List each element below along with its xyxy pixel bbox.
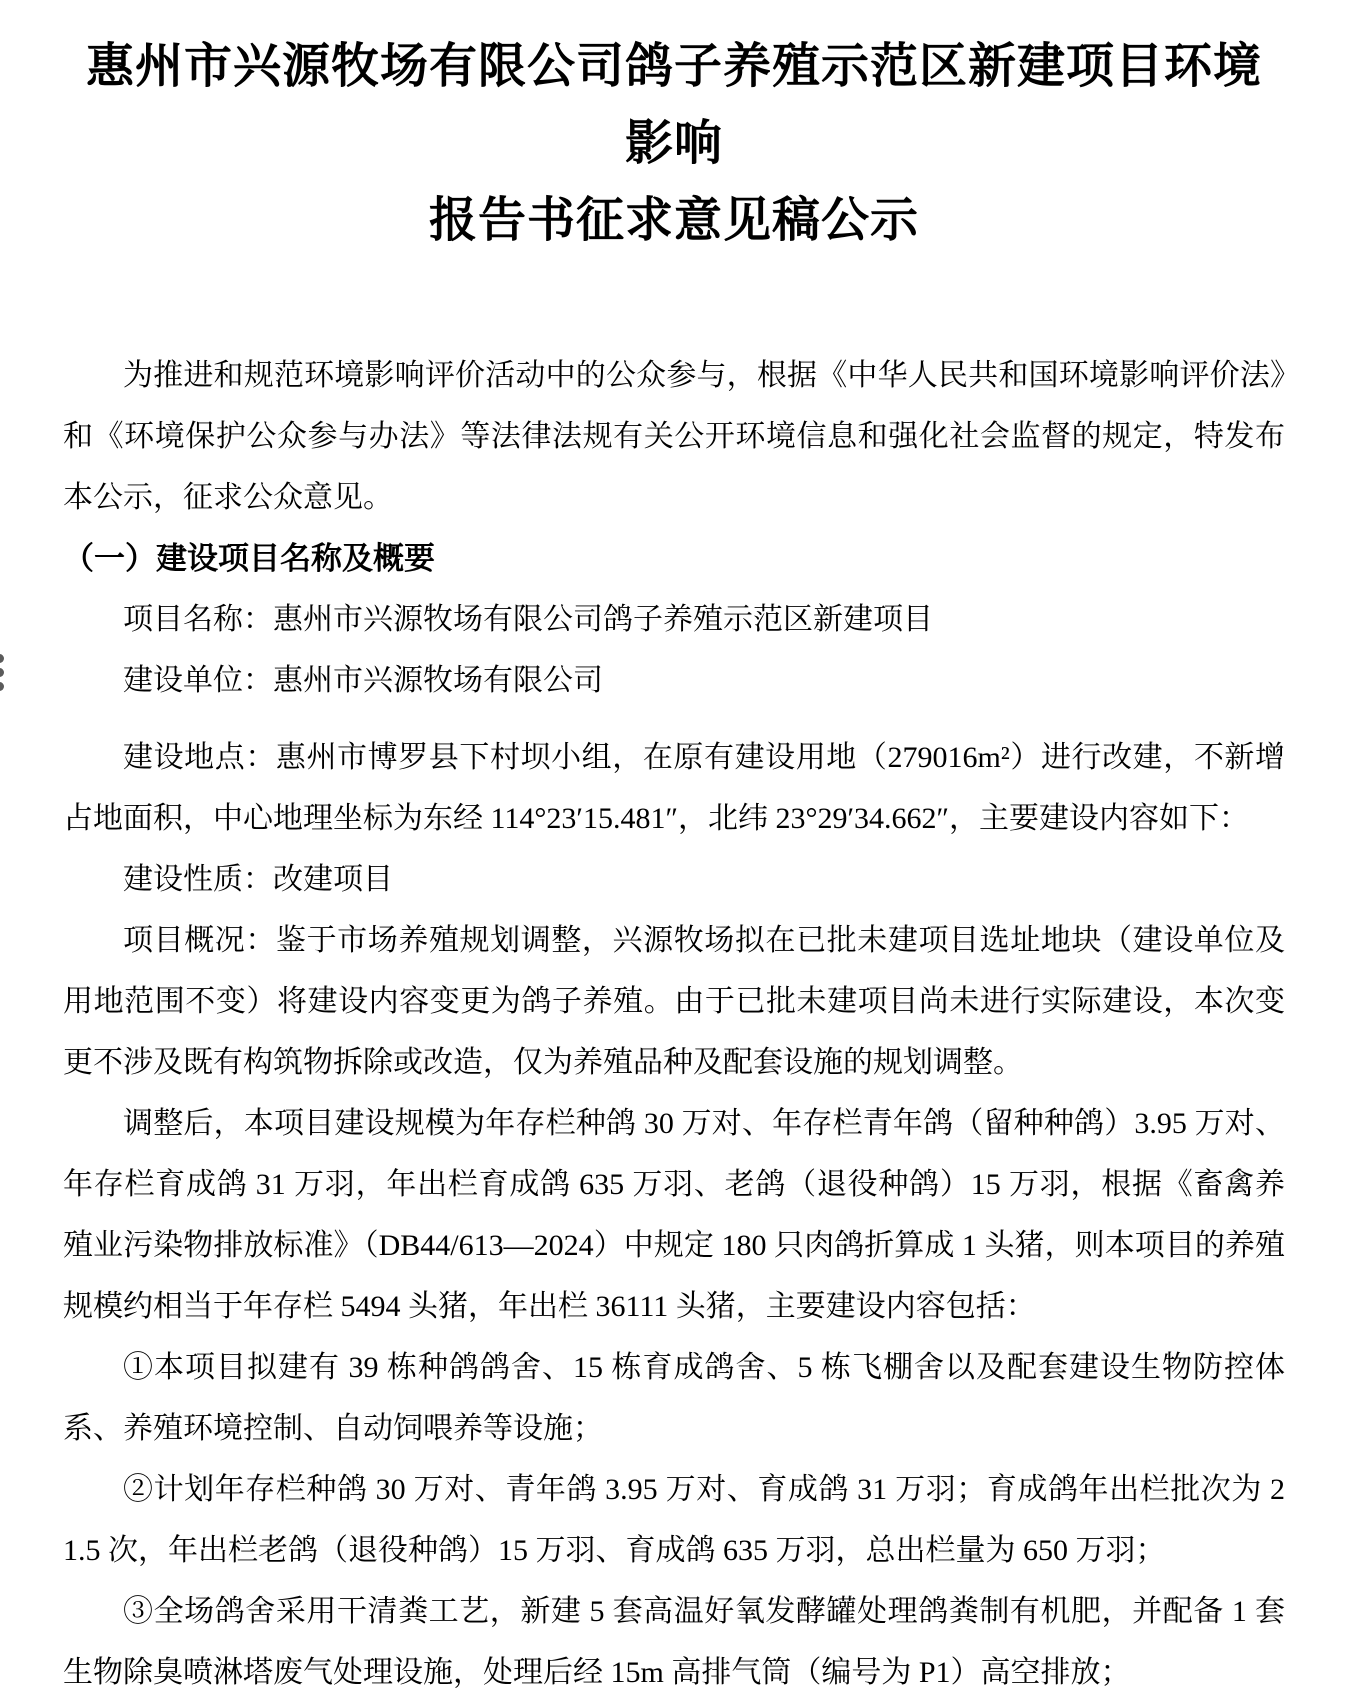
paragraph-project-overview: 项目概况：鉴于市场养殖规划调整，兴源牧场拟在已批未建项目选址地块（建设单位及用地范围不变）将建设内容变更为鸽子养殖。由于已批未建项目尚未进行实际建设，本次变更不涉及既有构筑物拆除或改造，仅为养殖品种及配套设施的规划调整。 [63,924,1285,1079]
paragraph-item-1: ①本项目拟建有 39 栋种鸽鸽舍、15 栋育成鸽舍、5 栋飞棚舍以及配套建设生物防控体系、养殖环境控制、自动饲喂养等设施； [63,1351,1285,1445]
paragraph-construction-unit: 建设单位：惠州市兴源牧场有限公司 [123,664,603,697]
drag-handle-dot [0,668,4,677]
paragraph-construction-nature: 建设性质：改建项目 [123,863,393,896]
paragraph-construction-site: 建设地点：惠州市博罗县下村坝小组，在原有建设用地（279016m²）进行改建，不新增占地面积，中心地理坐标为东经 114°23′15.481″，北纬 23°29′34.662″，主要建设内容如下： [63,741,1285,835]
paragraph-intro: 为推进和规范环境影响评价活动中的公众参与，根据《中华人民共和国环境影响评价法》和《环境保护公众参与办法》等法律法规有关公开环境信息和强化社会监督的规定，特发布本公示，征求公众意见。 [63,359,1285,514]
drag-handle-dot [0,654,4,663]
document-title-line-1: 惠州市兴源牧场有限公司鸽子养殖示范区新建项目环境影响 [85,40,1262,170]
paragraph-project-name: 项目名称：惠州市兴源牧场有限公司鸽子养殖示范区新建项目 [123,603,933,636]
document-title [63,28,1285,259]
drag-handle-dot [0,682,4,691]
paragraph-adjusted-scale: 调整后，本项目建设规模为年存栏种鸽 30 万对、年存栏青年鸽（留种种鸽）3.95 万对、年存栏育成鸽 31 万羽，年出栏育成鸽 635 万羽、老鸽（退役种鸽）15 万羽，根据《畜禽养殖业污染物排放标准》（DB44/613—2024）中规定 180 只肉鸽折算成 1 头猪，则本项目的养殖规模约相当于年存栏 5494 头猪，年出栏 36111 头猪，主要建设内容包括： [63,1107,1285,1323]
paragraph-item-2: ②计划年存栏种鸽 30 万对、青年鸽 3.95 万对、育成鸽 31 万羽；育成鸽年出栏批次为 21.5 次，年出栏老鸽（退役种鸽）15 万羽、育成鸽 635 万羽，总出栏量为 650 万羽； [63,1473,1285,1567]
document-title-line-2: 报告书征求意见稿公示 [428,194,919,247]
paragraph-item-3: ③全场鸽舍采用干清粪工艺，新建 5 套高温好氧发酵罐处理鸽粪制有机肥，并配备 1 套生物除臭喷淋塔废气处理设施，处理后经 15m 高排气筒（编号为 P1）高空排放； [63,1595,1285,1689]
document-body [63,0,1285,1703]
drag-handle-icon[interactable] [0,654,5,691]
section-heading-project-name-and-summary: （一）建设项目名称及概要 [63,541,435,576]
